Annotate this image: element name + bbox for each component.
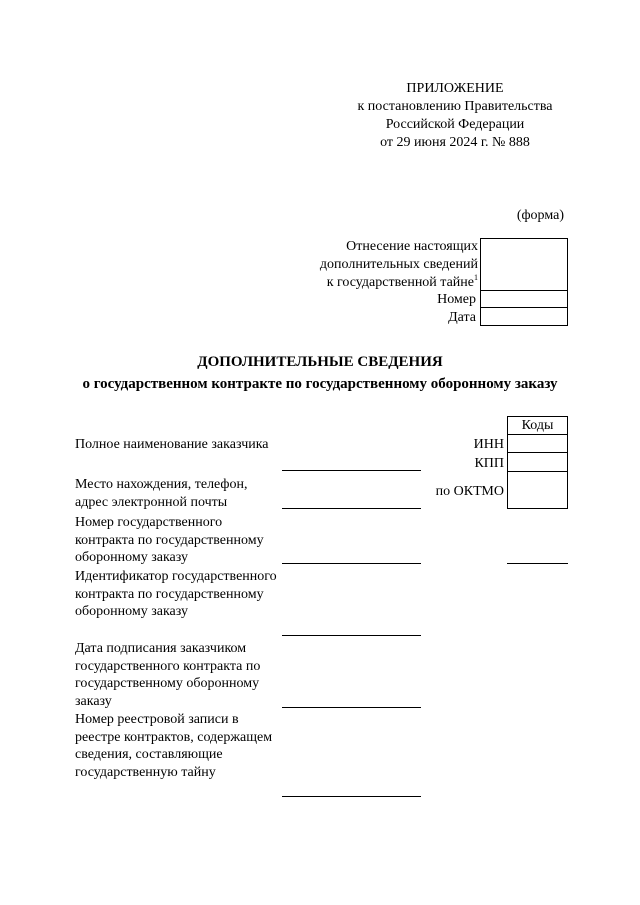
appendix-title: ПРИЛОЖЕНИЕ — [406, 81, 504, 96]
location-label: Место нахождения, телефон, адрес электронной почты — [75, 477, 248, 510]
secrecy-label — [320, 238, 478, 292]
registry-record-label: Номер реестровой записи в реестре контрактов, содержащем сведения, составляющие государственную тайну — [75, 712, 273, 780]
number-label: Номер — [437, 292, 476, 307]
codes-table — [507, 416, 568, 509]
codes-header: Коды — [507, 416, 568, 435]
date-field[interactable] — [480, 307, 568, 326]
inn-label: ИНН — [473, 437, 504, 452]
date-label: Дата — [448, 310, 476, 325]
signing-date-field[interactable] — [282, 707, 421, 708]
number-field[interactable] — [480, 290, 568, 308]
contract-number-label: Номер государственного контракта по государственному оборонному заказу — [75, 515, 264, 565]
secrecy-line-3: к государственной тайне — [326, 275, 474, 290]
secrecy-stamp-box[interactable] — [480, 238, 568, 291]
secrecy-line-1: Отнесение настоящих — [346, 239, 478, 254]
signing-date-label: Дата подписания заказчиком государственного контракта по государственному оборонному заказу — [75, 641, 261, 709]
oktmo-code-field[interactable] — [507, 471, 568, 509]
form-label: (форма) — [516, 208, 564, 223]
appendix-line-resolution: к постановлению Правительства — [357, 99, 553, 114]
contract-id-label: Идентификатор государственного контракта по государственному оборонному заказу — [75, 569, 277, 619]
appendix-header — [340, 80, 570, 152]
contract-id-field[interactable] — [282, 635, 421, 636]
document-subtitle: о государственном контракте по государственному оборонному заказу — [82, 376, 558, 392]
secrecy-block — [290, 238, 570, 328]
appendix-line-date: от 29 июня 2024 г. № 888 — [380, 135, 530, 150]
location-field[interactable] — [282, 508, 421, 509]
contract-number-field[interactable] — [282, 563, 421, 564]
oktmo-label: по ОКТМО — [435, 484, 504, 499]
document-title: ДОПОЛНИТЕЛЬНЫЕ СВЕДЕНИЯ — [197, 354, 443, 370]
registry-record-field[interactable] — [282, 796, 421, 797]
appendix-line-federation: Российской Федерации — [385, 117, 525, 132]
secrecy-line-2: дополнительных сведений — [319, 257, 478, 272]
contract-number-code-field[interactable] — [507, 563, 568, 564]
kpp-label: КПП — [474, 456, 504, 471]
footnote-marker: 1 — [474, 273, 478, 282]
inn-code-field[interactable] — [507, 434, 568, 453]
customer-name-field[interactable] — [282, 470, 421, 471]
kpp-code-field[interactable] — [507, 452, 568, 472]
customer-name-label: Полное наименование заказчика — [75, 437, 269, 452]
